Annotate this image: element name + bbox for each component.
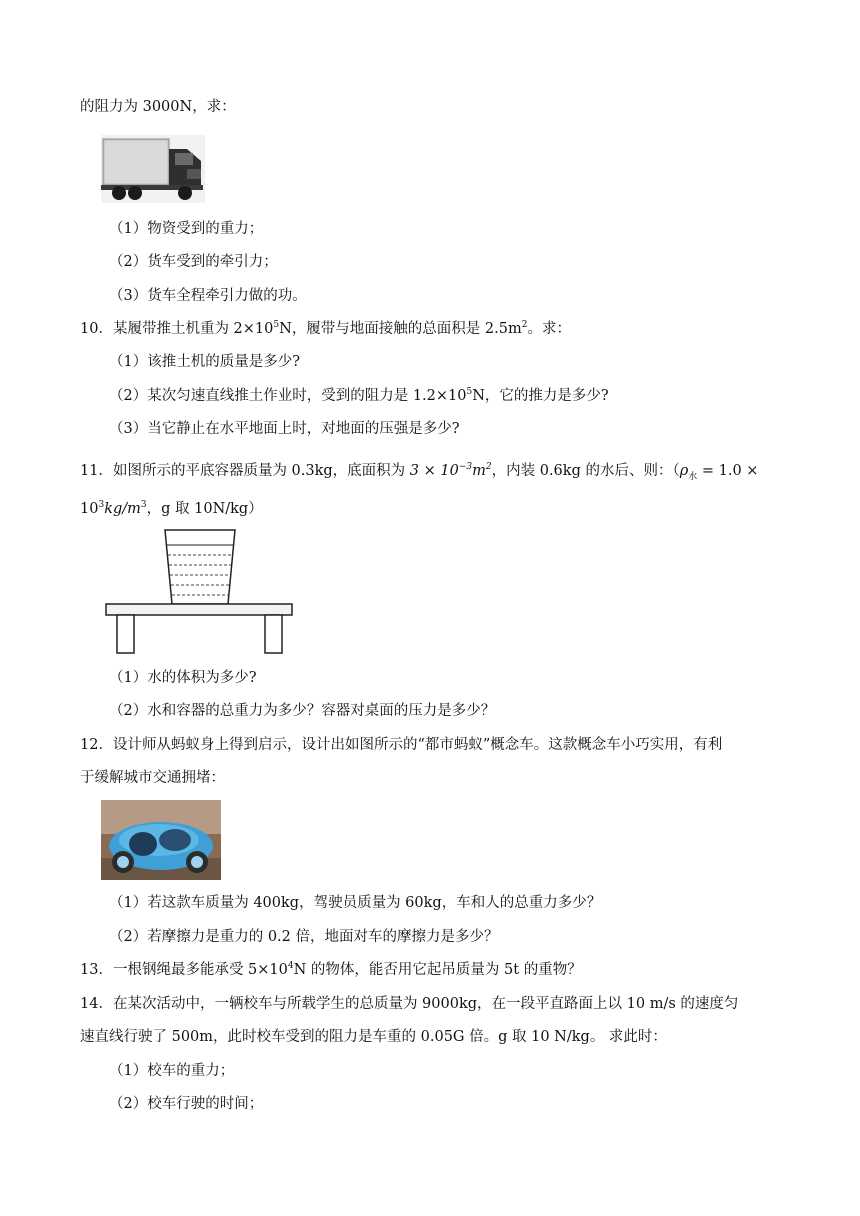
- q10-part1: （1）该推土机的质量是多少?: [109, 354, 300, 370]
- q11-stem-cont: $10^3kg/m^3$，g 取 10N/kg）: [80, 500, 263, 517]
- q10-part2: （2）某次匀速直线推土作业时，受到的阻力是 $1.2\times 10^5N$，它的推力是多少?: [109, 387, 609, 404]
- q12-part1: （1）若这款车质量为 400kg，驾驶员质量为 60kg，车和人的总重力多少？: [109, 895, 602, 911]
- container-table-figure: [104, 528, 296, 656]
- concept-car-figure: [101, 800, 221, 880]
- q14-part1: （1）校车的重力；: [109, 1063, 235, 1079]
- q14-stem-cont: 速直线行驶了 500m，此时校车受到的阻力是车重的 0.05G 倍。g 取 10 N/kg。 求此时：: [80, 1029, 667, 1045]
- q12-part2: （2）若摩擦力是重力的 0.2 倍，地面对车的摩擦力是多少？: [109, 929, 499, 945]
- q9-part1: （1）物资受到的重力；: [109, 221, 264, 237]
- truck-figure: [101, 135, 205, 203]
- q9-part2: （2）货车受到的牵引力；: [109, 254, 278, 270]
- q12-stem-cont: 于缓解城市交通拥堵：: [80, 770, 225, 786]
- q12-stem: 12．设计师从蚂蚁身上得到启示，设计出如图所示的“都市蚂蚁”概念车。这款概念车小巧实用，有利: [80, 737, 723, 753]
- q14-stem: 14．在某次活动中，一辆校车与所载学生的总质量为 9000kg，在一段平直路面上以 10 m/s 的速度匀: [80, 996, 739, 1012]
- q11-stem: 11．如图所示的平底容器质量为 0.3kg，底面积为 $3 \times 10^{-3}m^2$，内装 0.6kg 的水后、则：（$\rho_水 = 1.0$ ×: [80, 462, 759, 482]
- q10-stem: 10．某履带推土机重为 $2\times 10^5N$，履带与地面接触的总面积是 $2.5m^2$。求：: [80, 320, 571, 337]
- q13-stem: 13．一根钢绳最多能承受 $5\times 10^4N$ 的物体，能否用它起吊质量为 5t 的重物？: [80, 961, 582, 978]
- q11-part1: （1）水的体积为多少?: [109, 670, 257, 686]
- q9-part3: （3）货车全程牵引力做的功。: [109, 288, 307, 304]
- q11-part2: （2）水和容器的总重力为多少？容器对桌面的压力是多少？: [109, 703, 496, 719]
- q10-part3: （3）当它静止在水平地面上时，对地面的压强是多少?: [109, 421, 460, 437]
- intro-line: 的阻力为 3000N，求：: [80, 99, 236, 115]
- q14-part2: （2）校车行驶的时间；: [109, 1096, 264, 1112]
